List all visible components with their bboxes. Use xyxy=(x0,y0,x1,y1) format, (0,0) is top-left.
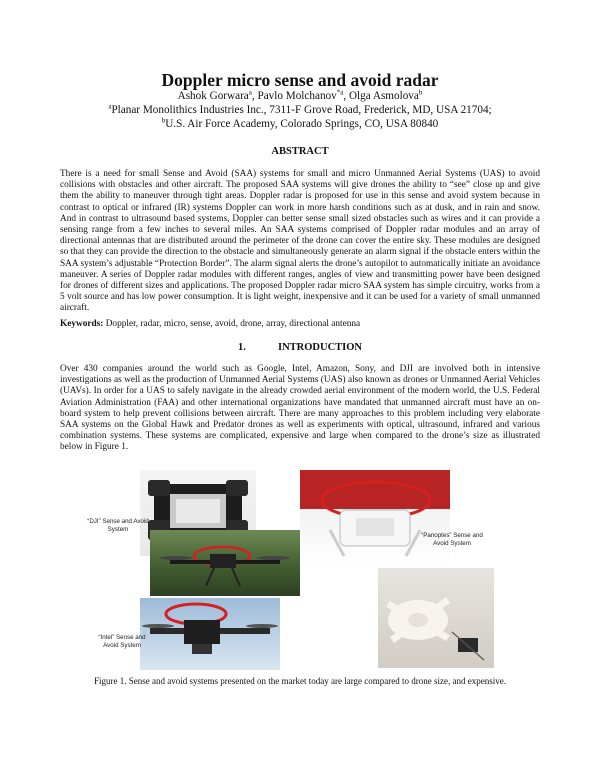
author-separator: , xyxy=(251,90,258,102)
introduction-body: Over 430 companies around the world such as Google, Intel, Amazon, Sony, and DJI are involved both in intensive investigations as well as the production of Unmanned Aerial Systems (UAS) also known as drones or Unmanned Aerial Vehicles (UAVs). In order for a UAS to safely navigate in the already crowded aerial environment of the modern world, the U.S. Federal Aviation Administration (FAA) and other international organizations have mandated that unmanned aircraft must have an on-board system to help prevent collisions between aircraft. There are many approaches to this problem including very elaborate SAA systems on the Global Hawk and Predator drones as well as experiments with optical, ultrasound, infrared and various combination systems. These systems are complicated, expensive and large when compared to the drone’s size as illustrated below in Figure 1. xyxy=(60,364,540,453)
figure-1 xyxy=(0,470,600,680)
section-title: INTRODUCTION xyxy=(277,342,362,353)
author-name: Olga Asmolova xyxy=(348,90,419,102)
affiliation-a xyxy=(0,104,600,117)
intel-drone-photo xyxy=(140,598,280,670)
author-name: Ashok Gorwara xyxy=(177,90,249,102)
abstract-body: There is a need for small Sense and Avoid (SAA) systems for small and micro Unmanned Aerial Systems (UAS) to avoid collisions with obstacles and other aircraft. The proposed SAA systems will give drones the ability to “see” close up and give them the ability to maneuver through tight areas. Doppler radar is proposed for use in this sense and avoid system because in contrast to optical or infrared (IR) systems Doppler can work in more harsh conditions such as at dusk, and in rain and snow. And in contrast to ultrasound based systems, Doppler can better sense small sized obstacles such as wires and it can provide a sensing range from a few inches to several miles. An SAA systems comprised of Doppler radar modules and an array of directional antennas that are distributed around the perimeter of the drone can cover the entire sky. These modules are designed so that they can provide the direction to the obstacle and simultaneously generate an alarm signal if the obstacle enters within the SAA system’s adjustable “Protection Border”. The alarm signal alerts the drone’s autopilot to automatically initiate an avoidance maneuver. A series of Doppler radar modules with different ranges, angles of view and transmitting power have been designed for drones of different sizes and applications. The proposed Doppler radar micro SAA system has simple circuitry, works from a 5 volt source and has low power consumption. It is light weight, inexpensive and it can be used for a variety of small unmanned aircraft. xyxy=(60,169,540,314)
keywords-label: Keywords: xyxy=(60,319,104,329)
affiliation-b xyxy=(0,118,600,131)
panoptes-photo xyxy=(300,470,450,566)
abstract-heading: ABSTRACT xyxy=(271,146,329,157)
affiliation-mark: a xyxy=(108,102,112,111)
introduction-heading xyxy=(0,342,600,354)
white-drone-photo xyxy=(378,568,494,668)
author-separator: , xyxy=(343,90,349,102)
figure-caption: Figure 1. Sense and avoid systems presented on the market today are large compared to drone size, and expensive. xyxy=(94,676,506,686)
author-list xyxy=(0,90,600,103)
paper-title: Doppler micro sense and avoid radar xyxy=(161,70,439,90)
keywords-text: Doppler, radar, micro, sense, avoid, drone, array, directional antenna xyxy=(105,319,361,329)
drone-in-flight-photo xyxy=(150,530,300,596)
author-affiliation-mark: a xyxy=(248,88,252,97)
affiliation-text: U.S. Air Force Academy, Colorado Springs, CO, USA 80840 xyxy=(165,118,439,130)
affiliation-mark: b xyxy=(161,116,166,125)
section-number: 1. xyxy=(237,342,246,353)
panoptes-figure-label: “Panoptes” Sense and Avoid System xyxy=(421,532,483,547)
intel-figure-label: “Intel” Sense and Avoid System xyxy=(98,634,146,649)
author-affiliation-mark: b xyxy=(418,88,423,97)
affiliation-text: Planar Monolithics Industries Inc., 7311-F Grove Road, Frederick, MD, USA 21704; xyxy=(111,104,492,116)
author-affiliation-mark: *a xyxy=(336,88,344,97)
keywords-line xyxy=(60,319,540,330)
dji-figure-label: “DJI” Sense and Avoid System xyxy=(87,518,149,533)
author-name: Pavlo Molchanov xyxy=(257,90,337,102)
